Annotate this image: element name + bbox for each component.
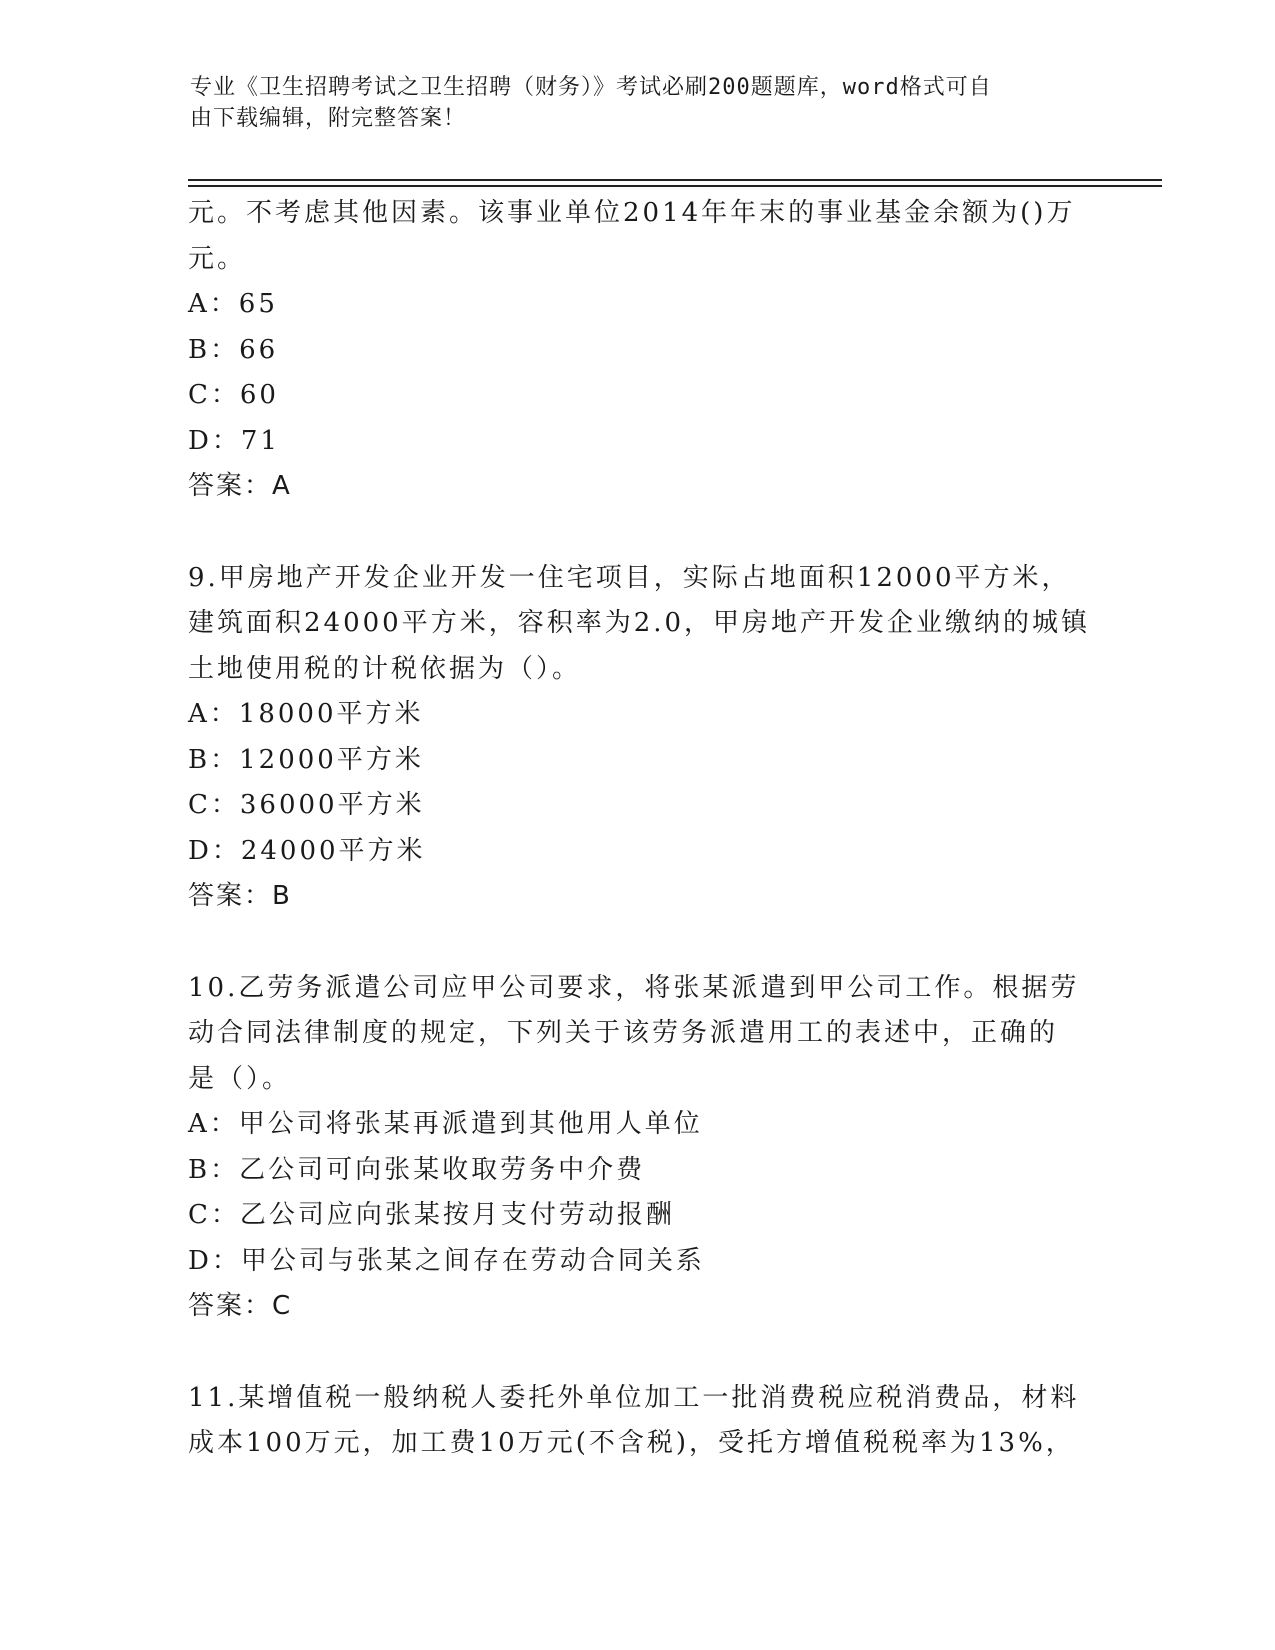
option-a: A：18000平方米 xyxy=(188,699,424,729)
spacer xyxy=(188,510,1088,556)
answer-label: 答案：C xyxy=(188,1291,293,1321)
spacer xyxy=(188,1330,1088,1376)
option-b: B：12000平方米 xyxy=(188,744,424,775)
question-text-line: 动合同法律制度的规定，下列关于该劳务派遣用工的表述中，正确的 xyxy=(188,1018,1059,1048)
option-d: D：71 xyxy=(188,425,280,456)
option-c: C：36000平方米 xyxy=(188,790,425,820)
header-line: 专业《卫生招聘考试之卫生招聘（财务）》考试必刷200题题库，word格式可自 xyxy=(190,75,992,100)
question-list xyxy=(188,191,1091,1467)
question-text-line: 元。不考虑其他因素。该事业单位2014年年末的事业基金余额为()万 xyxy=(188,198,1076,228)
option-d: D：24000平方米 xyxy=(188,835,426,866)
question-text-line: 是（）。 xyxy=(188,1063,292,1094)
option-a: A：65 xyxy=(188,289,278,319)
question-11 xyxy=(188,1376,1088,1467)
option-a: A：甲公司将张某再派遣到其他用人单位 xyxy=(188,1109,703,1139)
option-d: D：甲公司与张某之间存在劳动合同关系 xyxy=(188,1245,705,1276)
question-text-line: 11.某增值税一般纳税人委托外单位加工一批消费税应税消费品，材料 xyxy=(188,1382,1080,1413)
question-text-line: 建筑面积24000平方米，容积率为2.0，甲房地产开发企业缴纳的城镇 xyxy=(188,608,1091,638)
option-b: B：66 xyxy=(188,334,279,365)
option-c: C：60 xyxy=(188,380,279,410)
option-c: C：乙公司应向张某按月支付劳动报酬 xyxy=(188,1200,675,1230)
header-divider xyxy=(188,185,1162,187)
question-text-line: 成本100万元，加工费10万元(不含税)，受托方增值税税率为13%， xyxy=(188,1428,1075,1458)
question-text-line: 10.乙劳务派遣公司应甲公司要求，将张某派遣到甲公司工作。根据劳 xyxy=(188,972,1080,1003)
question-text-line: 9.甲房地产开发企业开发一住宅项目，实际占地面积12000平方米， xyxy=(188,562,1071,593)
question-text-line: 土地使用税的计税依据为（）。 xyxy=(188,653,582,684)
answer-label: 答案：A xyxy=(188,471,292,501)
spacer xyxy=(188,920,1088,966)
answer-label: 答案：B xyxy=(188,881,292,911)
question-10 xyxy=(188,966,1088,1330)
question-prev xyxy=(188,191,1088,510)
header-divider xyxy=(188,179,1162,181)
question-text-line: 元。 xyxy=(188,243,247,274)
option-b: B：乙公司可向张某收取劳务中介费 xyxy=(188,1154,646,1185)
question-9 xyxy=(188,556,1091,920)
header-line: 由下载编辑，附完整答案！ xyxy=(190,106,467,131)
document-header xyxy=(190,72,1070,134)
